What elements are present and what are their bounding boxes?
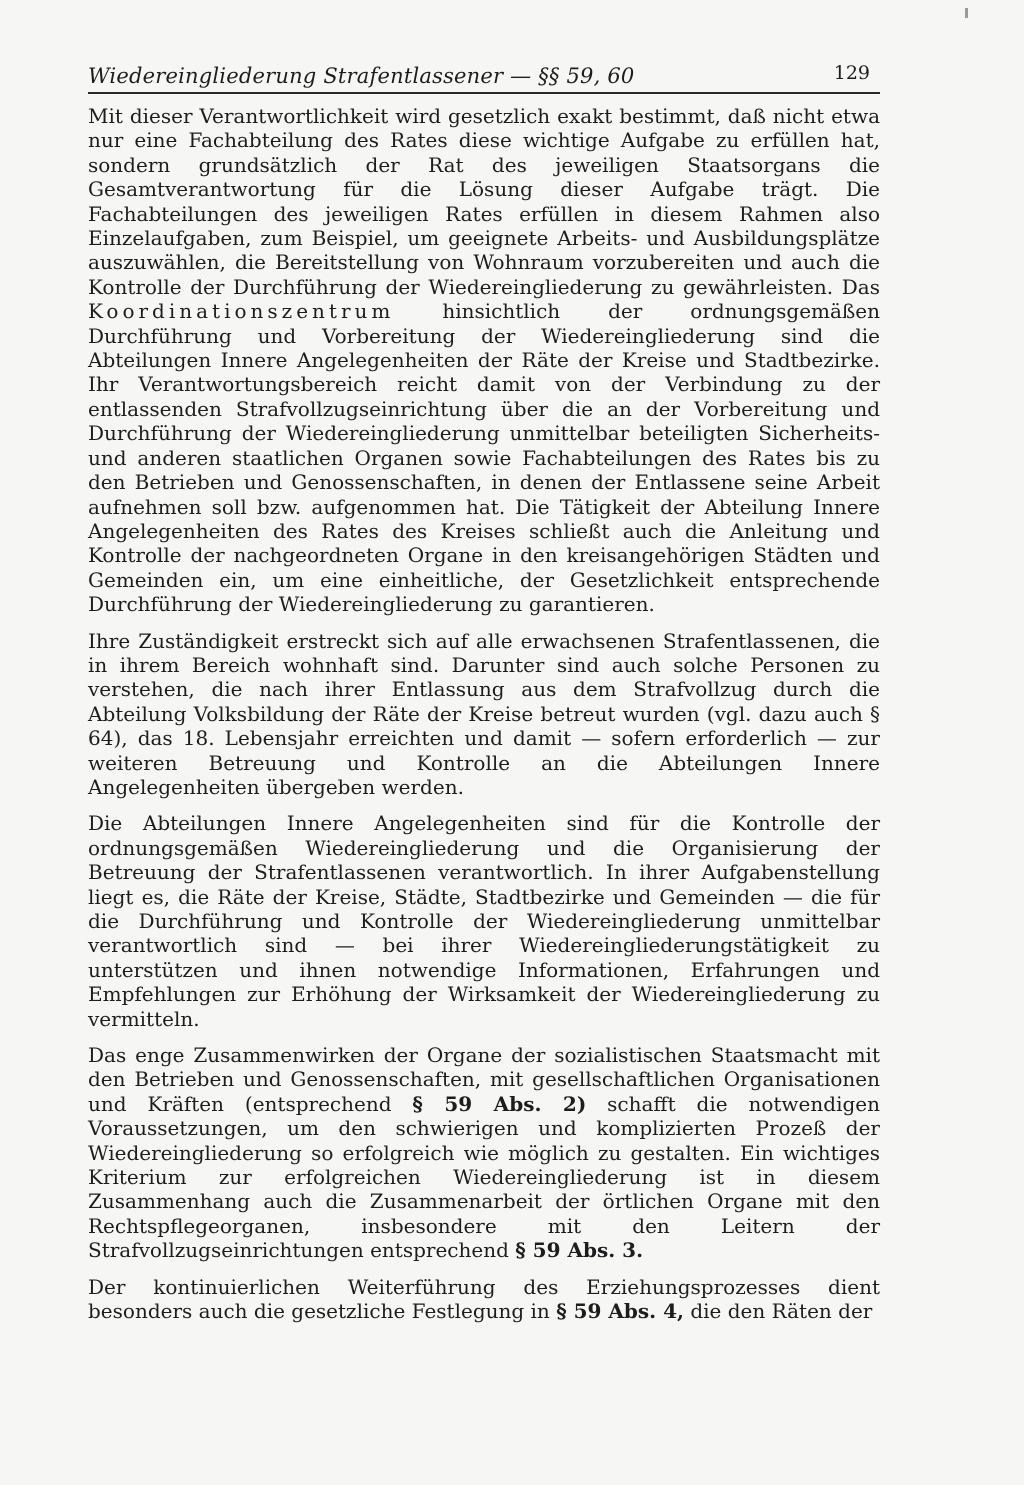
text-segment: schafft die notwendigen Voraussetzungen, um den schwierigen und komplizierten Prozeß der Wiedereingliederung so erfolgreich wie möglich zu gestalten. Ein wichtiges Kriterium zur erfolgreichen Wiedereingliederung ist in diesem Zusammenhang auch die Zusammenarbeit der örtlichen Organe mit den Rechtspflegeorganen, insbesondere mit den Leitern der Strafvollzugseinrichtungen entsprechend [88,1091,880,1263]
text-segment: Die Abteilungen Innere Angelegenheiten sind für die Kontrolle der ordnungsgemäßen Wiedereingliederung und die Organisierung der Betreuung der Strafentlassenen verantwortlich. In ihrer Aufgabenstellung liegt es, die Räte der Kreise, Städte, Stadtbezirke und Gemeinden — die für die Durchführung und Kontrolle der Wiedereingliederung unmittelbar verantwortlich sind — bei ihrer Wiedereingliederungstätigkeit zu unterstützen und ihnen notwendige Informationen, Erfahrungen und Empfehlungen zur Erhöhung der Wirksamkeit der Wiedereingliederung zu vermitteln. [88,811,880,1031]
text-segment: hinsichtlich der ordnungsgemäßen Durchführung und Vorbereitung der Wiedereingliederung sind die Abteilungen Innere Angelegenheiten der Räte der Kreise und Stadtbezirke. Ihr Verantwortungsbereich reicht damit von der Verbindung zu der entlassenden Strafvollzugseinrichtung über die an der Vorbereitung und Durchführung der Wiedereingliederung unmittelbar beteiligten Sicherheits- und anderen staatlichen Organen sowie Fachabteilungen des Rates bis zu den Betrieben und Genossenschaften, in denen der Entlassene seine Arbeit aufnehmen soll bzw. aufgenommen hat. Die Tätigkeit der Abteilung Innere Angelegenheiten des Rates des Kreises schließt auch die Anleitung und Kontrolle der nachgeordneten Organe in den kreisangehörigen Städten und Gemeinden ein, um eine einheitliche, der Gesetzlichkeit entsprechende Durchführung der Wiedereingliederung zu garantieren. [88,299,880,617]
text-segment: die den Räten der [683,1299,873,1324]
paragraph [88,1043,880,1263]
page-header [88,52,880,94]
text-segment: Mit dieser Verantwortlichkeit wird gesetzlich exakt bestimmt, daß nicht etwa nur eine Fachabteilung des Rates diese wichtige Aufgabe zu erfüllen hat, sondern grundsätzlich der Rat des jeweiligen Staatsorgans die Gesamtverantwortung für die Lösung dieser Aufgabe trägt. Die Fachabteilungen des jeweiligen Rates erfüllen in diesem Rahmen also Einzelaufgaben, zum Beispiel, um geeignete Arbeits- und Ausbildungsplätze auszuwählen, die Bereitstellung von Wohnraum vorzubereiten und auch die Kontrolle der Durchführung der Wiedereingliederung zu gewährleisten. Das [88,104,880,299]
spaced-emphasis: Koordinationszentrum [88,299,395,324]
text-segment: Das enge Zusammenwirken der Organe der sozialistischen Staatsmacht mit den Betrieben und Genossenschaften, mit gesellschaftlichen Organisationen und Kräften (entsprechend [88,1043,880,1116]
paragraph [88,811,880,1031]
document-page [88,52,880,1336]
paragraph [88,1275,880,1324]
body-text [88,104,880,1324]
page-number: 129 [833,62,870,84]
paragraph [88,629,880,800]
paragraph [88,104,880,617]
legal-reference: § 59 Abs. 3. [515,1238,644,1263]
running-title: Wiedereingliederung Strafentlassener — §§ 59, 60 [88,64,635,88]
legal-reference: § 59 Abs. 4, [556,1299,684,1324]
text-segment: Ihre Zuständigkeit erstreckt sich auf alle erwachsenen Strafentlassenen, die in ihrem Bereich wohnhaft sind. Darunter sind auch solche Personen zu verstehen, die nach ihrer Entlassung aus dem Strafvollzug durch die Abteilung Volksbildung der Räte der Kreise betreut wurden (vgl. dazu auch § 64), das 18. Lebensjahr erreichten und damit — sofern erforderlich — zur weiteren Betreuung und Kontrolle an die Abteilungen Innere Angelegenheiten übergeben werden. [88,628,880,799]
text-segment: Der kontinuierlichen Weiterführung des Erziehungsprozesses dient besonders auch die gesetzliche Festlegung in [88,1274,880,1324]
scan-artifact [965,8,968,18]
legal-reference: § 59 Abs. 2) [412,1091,587,1116]
